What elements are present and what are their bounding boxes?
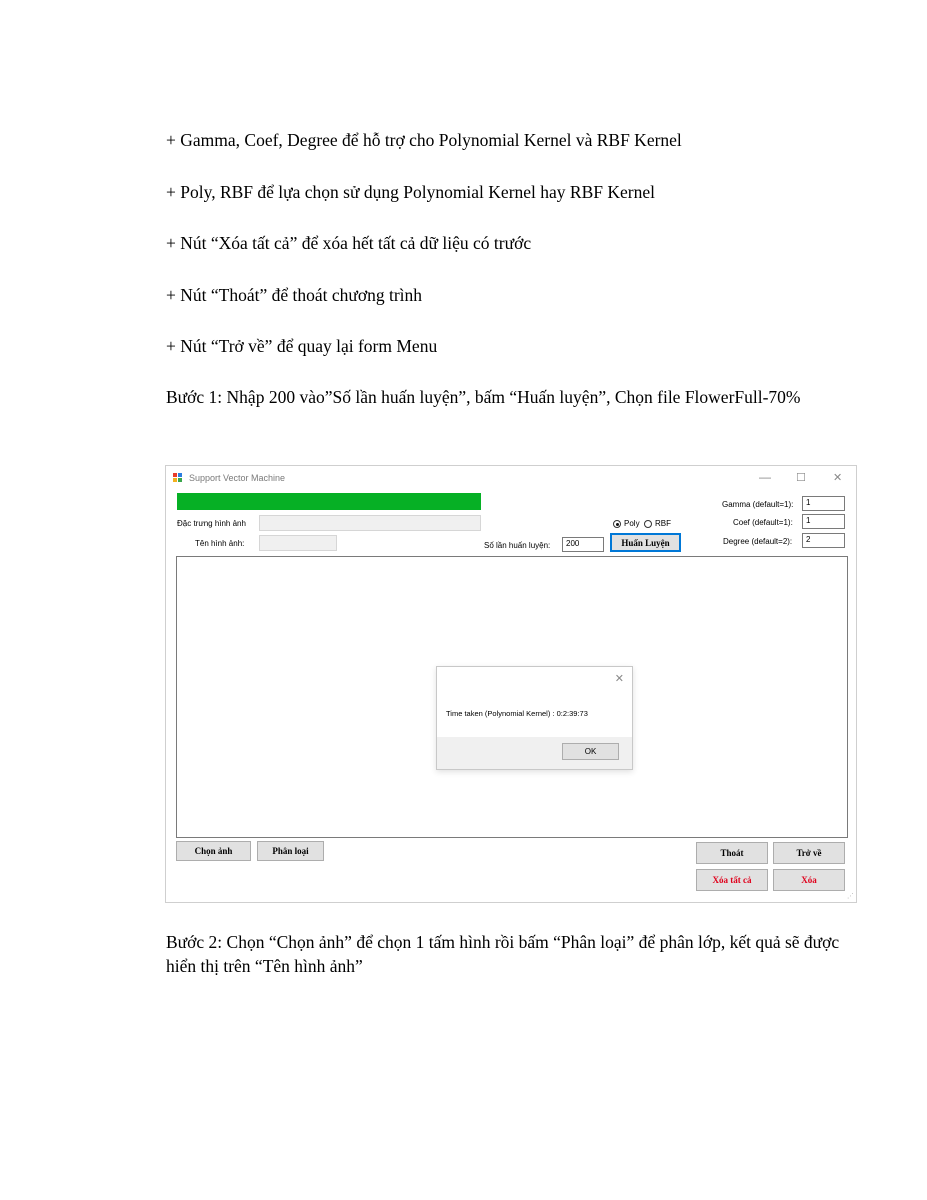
- degree-input[interactable]: 2: [802, 533, 845, 548]
- coef-input[interactable]: 1: [802, 514, 845, 529]
- paragraph-step-2: Bước 2: Chọn “Chọn ảnh” để chọn 1 tấm hình rồi bấm “Phân loại” để phân lớp, kết quả sẽ được hiển thị trên “Tên hình ảnh”: [166, 932, 840, 976]
- message-footer: [437, 737, 632, 769]
- close-icon[interactable]: ✕: [614, 673, 624, 685]
- minimize-icon[interactable]: —: [759, 470, 771, 484]
- training-count-label: Số lần huấn luyện:: [484, 541, 551, 550]
- paragraph-clear-all: + Nút “Xóa tất cả” để xóa hết tất cả dữ liệu có trước: [166, 233, 532, 253]
- paragraph-gamma: + Gamma, Coef, Degree để hỗ trợ cho Polynomial Kernel và RBF Kernel: [166, 130, 682, 150]
- resize-grip-icon[interactable]: ⋰: [847, 893, 854, 900]
- image-name-field[interactable]: [259, 535, 337, 551]
- poly-label: Poly: [624, 519, 640, 528]
- svm-window-screenshot: [165, 465, 857, 903]
- exit-button[interactable]: Thoát: [696, 842, 768, 864]
- message-box: [436, 666, 633, 770]
- training-count-input[interactable]: 200: [562, 537, 604, 552]
- gamma-input[interactable]: 1: [802, 496, 845, 511]
- rbf-radio[interactable]: [644, 520, 652, 528]
- maximize-icon[interactable]: ☐: [796, 472, 806, 484]
- gamma-label: Gamma (default=1):: [722, 500, 794, 509]
- classify-button[interactable]: Phân loại: [257, 841, 324, 861]
- window-title: Support Vector Machine: [189, 473, 286, 483]
- paragraph-back: + Nút “Trở về” để quay lại form Menu: [166, 336, 438, 356]
- choose-image-button[interactable]: Chọn ảnh: [176, 841, 251, 861]
- delete-button[interactable]: Xóa: [773, 869, 845, 891]
- poly-radio[interactable]: [613, 520, 621, 528]
- back-button[interactable]: Trở về: [773, 842, 845, 864]
- paragraph-exit: + Nút “Thoát” để thoát chương trình: [166, 285, 423, 305]
- message-text: Time taken (Polynomial Kernel) : 0:2:39:73: [446, 709, 588, 718]
- ok-button[interactable]: OK: [562, 743, 619, 760]
- progress-bar: [177, 493, 481, 510]
- clear-all-button[interactable]: Xóa tất cả: [696, 869, 768, 891]
- rbf-label: RBF: [655, 519, 671, 528]
- train-button[interactable]: Huấn Luyện: [610, 533, 681, 552]
- app-icon: [173, 473, 183, 483]
- coef-label: Coef (default=1):: [733, 518, 793, 527]
- paragraph-poly-rbf: + Poly, RBF để lựa chọn sử dụng Polynomial Kernel hay RBF Kernel: [166, 182, 655, 202]
- degree-label: Degree (default=2):: [723, 537, 793, 546]
- feature-field[interactable]: [259, 515, 481, 531]
- image-name-label: Tên hình ảnh:: [195, 539, 245, 548]
- paragraph-step-1: Bước 1: Nhập 200 vào”Số lần huấn luyện”, bấm “Huấn luyện”, Chọn file FlowerFull-70%: [166, 387, 801, 407]
- feature-label: Đặc trưng hình ảnh: [177, 519, 246, 528]
- close-icon[interactable]: ✕: [833, 472, 843, 484]
